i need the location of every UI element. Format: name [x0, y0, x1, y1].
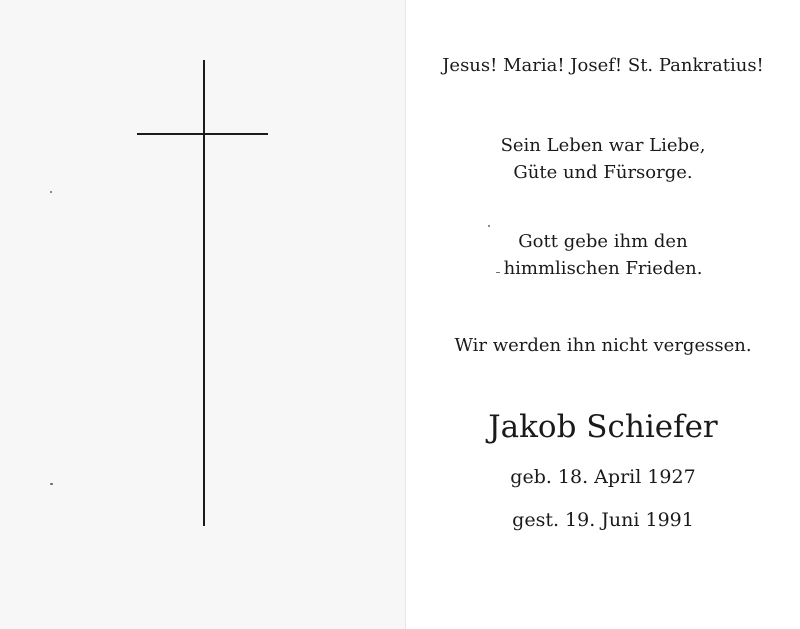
paper-speck — [488, 225, 490, 227]
invocation-text: Jesus! Maria! Josef! St. Pankratius! — [442, 55, 764, 76]
cross-icon-crossbar — [137, 133, 268, 135]
paper-speck — [50, 191, 52, 193]
verse2-line1: Gott gebe ihm den — [518, 231, 688, 252]
paper-speck — [50, 483, 53, 485]
card-right-panel — [406, 0, 800, 629]
deceased-name: Jakob Schiefer — [488, 409, 718, 445]
birth-date: geb. 18. April 1927 — [510, 466, 696, 488]
verse1-line1: Sein Leben war Liebe, — [500, 135, 706, 156]
remembrance-text: Wir werden ihn nicht vergessen. — [454, 335, 752, 356]
cross-icon — [203, 60, 205, 526]
verse2-line2: himmlischen Frieden. — [503, 258, 703, 279]
verse1-line2: Güte und Fürsorge. — [513, 162, 693, 183]
death-date: gest. 19. Juni 1991 — [512, 509, 694, 531]
